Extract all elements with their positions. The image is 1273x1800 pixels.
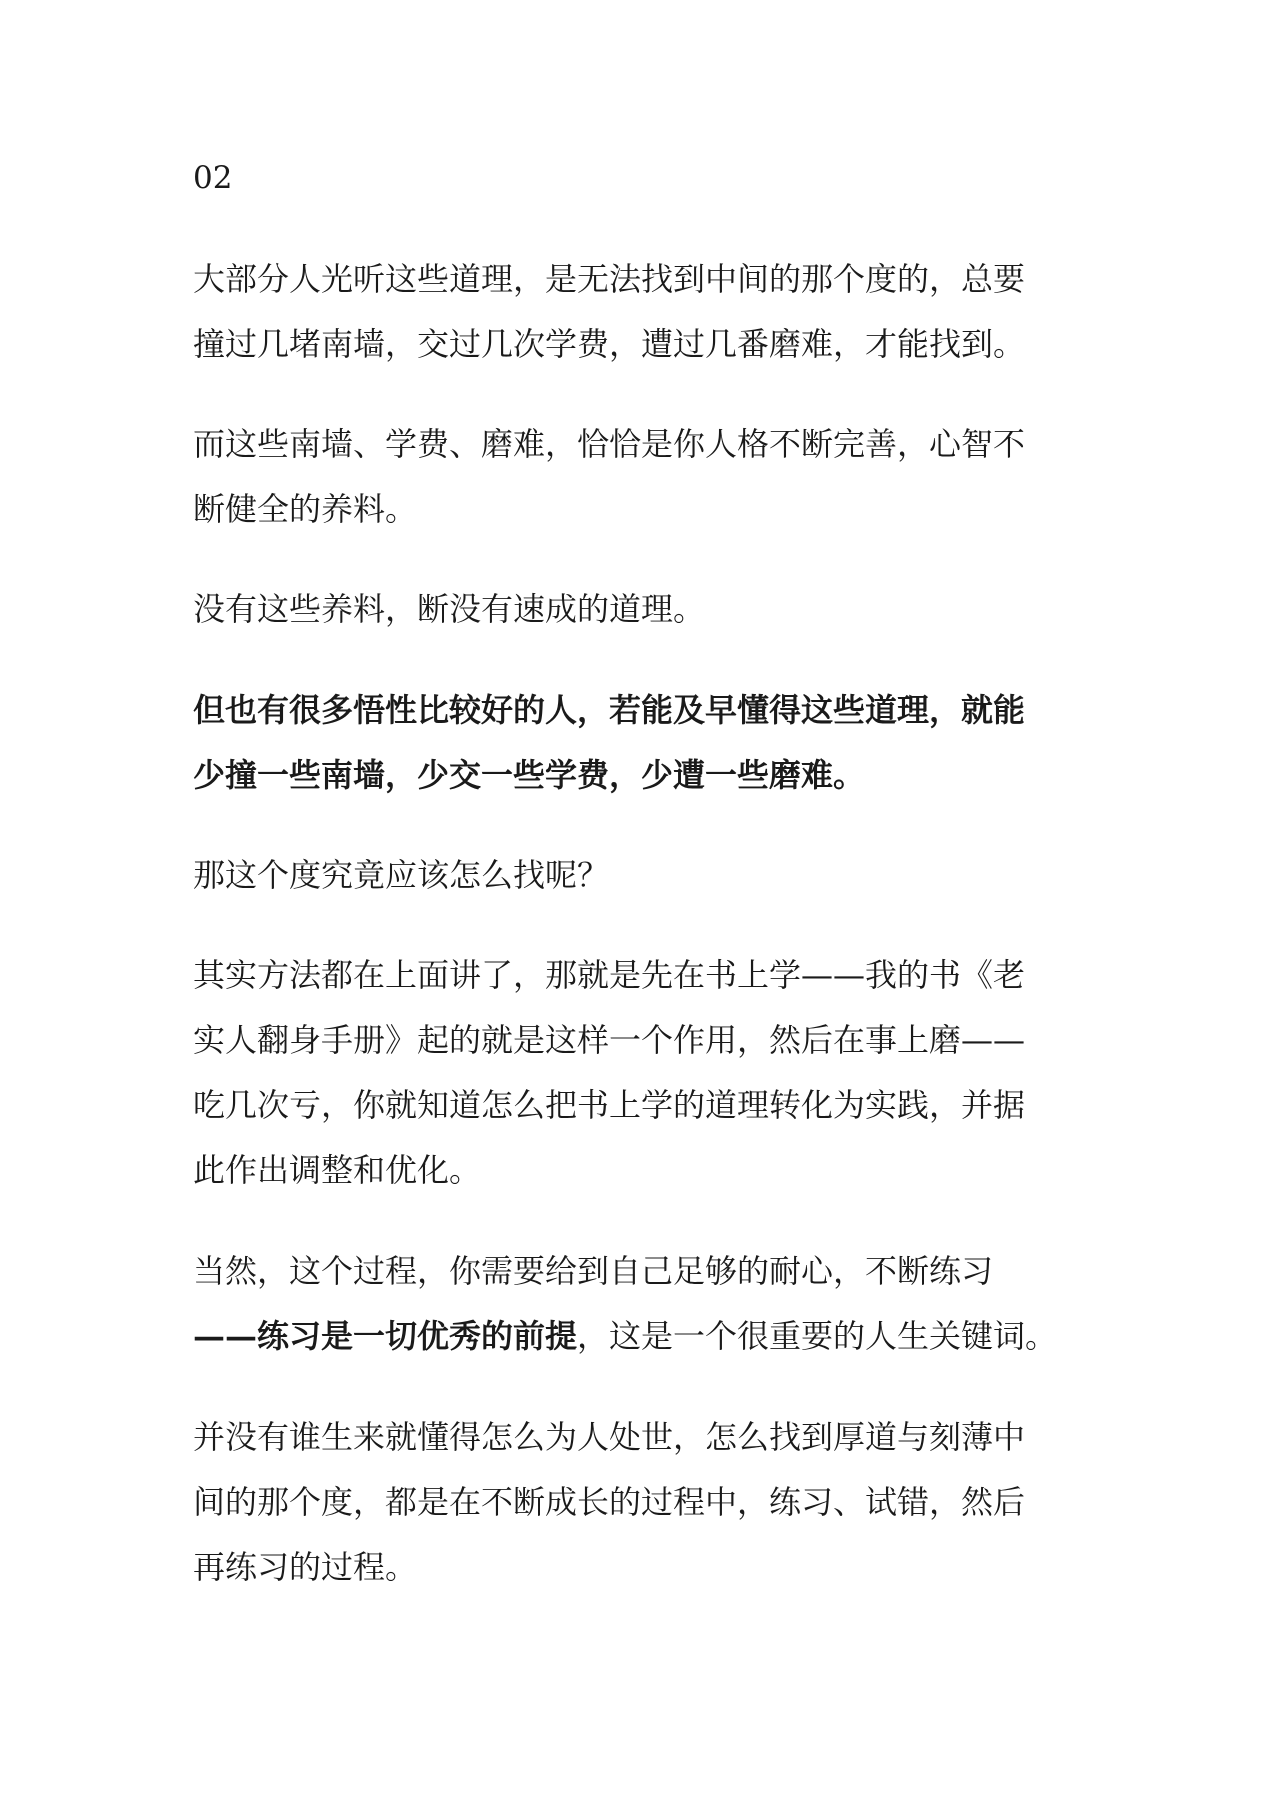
paragraph-7-bold-phrase: ——练习是一切优秀的前提 bbox=[193, 1317, 578, 1355]
paragraph-4-line-1: 但也有很多悟性比较好的人，若能及早懂得这些道理，就能 bbox=[193, 691, 1026, 729]
section-number: 02 bbox=[193, 160, 233, 196]
paragraph-6-line-1: 其实方法都在上面讲了，那就是先在书上学——我的书《老 bbox=[193, 956, 1026, 994]
paragraph-8-line-2: 间的那个度，都是在不断成长的过程中，练习、试错，然后 bbox=[193, 1483, 1026, 1521]
paragraph-1-line-2: 撞过几堵南墙，交过几次学费，遭过几番磨难，才能找到。 bbox=[193, 325, 1026, 363]
paragraph-6-line-2: 实人翻身手册》起的就是这样一个作用，然后在事上磨—— bbox=[193, 1021, 1026, 1059]
paragraph-2-line-1: 而这些南墙、学费、磨难，恰恰是你人格不断完善，心智不 bbox=[193, 425, 1026, 463]
paragraph-4-line-2: 少撞一些南墙，少交一些学费，少遭一些磨难。 bbox=[193, 756, 866, 794]
paragraph-8-line-3: 再练习的过程。 bbox=[193, 1548, 418, 1586]
paragraph-3-line-1: 没有这些养料，断没有速成的道理。 bbox=[193, 590, 706, 628]
paragraph-7-line-2 bbox=[193, 1314, 1057, 1358]
paragraph-6-line-3: 吃几次亏，你就知道怎么把书上学的道理转化为实践，并据 bbox=[193, 1086, 1026, 1124]
paragraph-1-line-1: 大部分人光听这些道理，是无法找到中间的那个度的，总要 bbox=[193, 260, 1026, 298]
paragraph-6-line-4: 此作出调整和优化。 bbox=[193, 1151, 482, 1189]
paragraph-7-line-1: 当然，这个过程，你需要给到自己足够的耐心，不断练习 bbox=[193, 1252, 994, 1290]
paragraph-7-normal-phrase: ，这是一个很重要的人生关键词。 bbox=[577, 1317, 1058, 1355]
paragraph-5-line-1: 那这个度究竟应该怎么找呢？ bbox=[193, 856, 610, 894]
paragraph-8-line-1: 并没有谁生来就懂得怎么为人处世，怎么找到厚道与刻薄中 bbox=[193, 1418, 1026, 1456]
paragraph-2-line-2: 断健全的养料。 bbox=[193, 490, 418, 528]
